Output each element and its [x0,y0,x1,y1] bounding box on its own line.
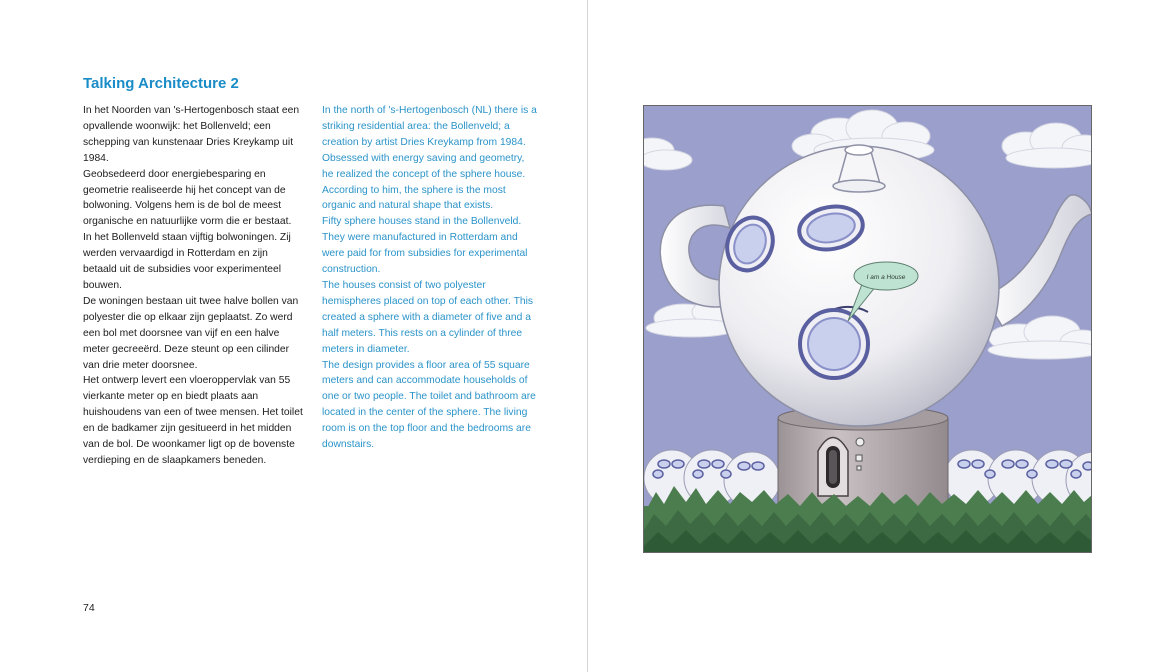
dutch-paragraph: In het Noorden van 's-Hertogenbosch staat een opvallende woonwijk: het Bollenveld; een schepping van kunstenaar Dries Kreykamp uit 1984. [83,105,300,164]
page-title: Talking Architecture 2 [83,75,239,92]
english-paragraph: The design provides a floor area of 55 square meters and can accommodate households of one or two people. The toilet and bathroom are located in the center of the sphere. The living room is on the top floor and the bedrooms are downstairs. [322,359,536,451]
english-text-column [322,103,537,453]
dutch-paragraph: Het ontwerp levert een vloeroppervlak van 55 vierkante meter op en biedt plaats aan huishoudens van een of twee mensen. Het toilet en de badkamer zijn gesitueerd in het midden van de bol. De woonkamer ligt op de bovenste verdieping en de slaapkamers beneden. [83,375,303,466]
dutch-paragraph: De woningen bestaan uit twee halve bollen van polyester die op elkaar zijn geplaatst. Zo werd een bol met doorsnee van vijf en een halve meter gecreeërd. Deze steunt op een cilinder van drie meter doorsnee. [83,295,299,371]
english-paragraph: The houses consist of two polyester hemispheres placed on top of each other. This created a sphere with a diameter of five and a half meters. This rests on a cylinder of three meters in diameter. [322,279,534,355]
teapot-house-illustration [643,105,1092,553]
window-center [800,307,868,378]
dutch-text-column [83,103,303,469]
english-paragraph: Obsessed with energy saving and geometry, he realized the concept of the sphere house. According to him, the sphere is the most organic and natural shape that exists. [322,152,526,212]
speech-bubble-text: I am a House [866,274,906,281]
page-number: 74 [83,602,95,614]
english-paragraph: Fifty sphere houses stand in the Bollenveld. They were manufactured in Rotterdam and were paid for from subsidies for experimental construction. [322,216,528,276]
front-door [818,438,848,497]
dutch-paragraph: In het Bollenveld staan vijftig bolwoningen. Zij werden vervaardigd in Rotterdam en zijn betaald uit de subsidies voor experimenteel bouwen. [83,232,291,291]
dutch-paragraph: Geobsedeerd door energiebesparing en geometrie realiseerde hij het concept van de bolwoning. Volgens hem is de bol de meest organische en natuurlijke vorm die er bestaat. [83,168,292,228]
illustration-svg [644,106,1092,553]
page-gutter [587,0,588,672]
english-paragraph: In the north of 's-Hertogenbosch (NL) there is a striking residential area: the Bollenveld; a creation by artist Dries Kreykamp from 1984. [322,105,537,148]
